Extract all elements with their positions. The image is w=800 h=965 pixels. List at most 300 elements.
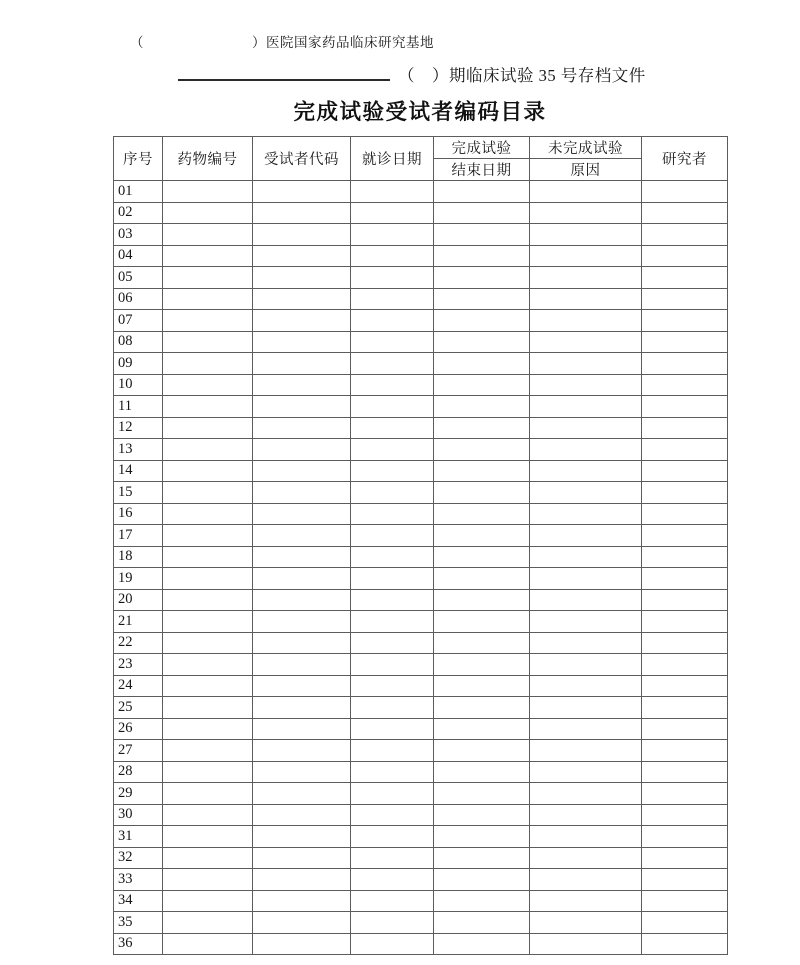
row-seq: 04 [114,245,163,267]
table-row [114,525,728,547]
row-cell-empty [253,826,351,848]
row-seq: 13 [114,439,163,461]
row-cell-empty [642,482,728,504]
row-cell-empty [351,632,434,654]
row-seq: 18 [114,546,163,568]
header-drug-no: 药物编号 [163,137,253,181]
row-cell-empty [351,439,434,461]
row-cell-empty [253,396,351,418]
row-seq: 14 [114,460,163,482]
row-cell-empty [530,654,642,676]
row-cell-empty [434,331,530,353]
row-seq: 25 [114,697,163,719]
row-cell-empty [163,783,253,805]
row-cell-empty [642,288,728,310]
row-cell-empty [530,783,642,805]
row-cell-empty [163,697,253,719]
row-cell-empty [530,396,642,418]
table-row [114,503,728,525]
row-cell-empty [351,374,434,396]
row-seq: 26 [114,718,163,740]
header-completed-trial: 完成试验 [434,137,530,159]
row-cell-empty [434,804,530,826]
row-cell-empty [530,675,642,697]
row-cell-empty [163,890,253,912]
row-cell-empty [253,331,351,353]
row-cell-empty [434,697,530,719]
row-cell-empty [434,740,530,762]
row-cell-empty [163,740,253,762]
table-row [114,546,728,568]
row-cell-empty [351,202,434,224]
row-cell-empty [530,202,642,224]
row-cell-empty [163,460,253,482]
table-row [114,740,728,762]
row-cell-empty [434,439,530,461]
row-cell-empty [642,181,728,203]
row-cell-empty [253,804,351,826]
row-cell-empty [434,783,530,805]
row-cell-empty [642,589,728,611]
header-end-date: 结束日期 [434,159,530,181]
row-cell-empty [434,417,530,439]
row-cell-empty [642,632,728,654]
row-cell-empty [530,374,642,396]
row-seq: 35 [114,912,163,934]
row-cell-empty [163,181,253,203]
row-cell-empty [434,611,530,633]
row-cell-empty [351,912,434,934]
row-cell-empty [434,460,530,482]
row-cell-empty [351,417,434,439]
row-cell-empty [163,568,253,590]
row-cell-empty [642,568,728,590]
row-cell-empty [253,847,351,869]
row-cell-empty [351,310,434,332]
row-cell-empty [351,224,434,246]
table-row [114,353,728,375]
row-cell-empty [434,589,530,611]
row-seq: 28 [114,761,163,783]
row-cell-empty [434,890,530,912]
archive-file-label: （ ）期临床试验 35 号存档文件 [398,66,646,85]
hospital-base-label: ）医院国家药品临床研究基地 [252,35,434,50]
row-cell-empty [530,460,642,482]
row-cell-empty [642,374,728,396]
row-seq: 24 [114,675,163,697]
table-row [114,224,728,246]
row-cell-empty [530,353,642,375]
table-body [114,181,728,955]
row-cell-empty [351,267,434,289]
row-cell-empty [642,654,728,676]
row-cell-empty [642,396,728,418]
row-cell-empty [642,761,728,783]
row-cell-empty [642,439,728,461]
row-cell-empty [351,697,434,719]
row-cell-empty [530,847,642,869]
row-seq: 22 [114,632,163,654]
row-cell-empty [530,245,642,267]
table-row [114,890,728,912]
row-seq: 02 [114,202,163,224]
row-cell-empty [434,374,530,396]
header-researcher: 研究者 [642,137,728,181]
row-cell-empty [642,675,728,697]
row-cell-empty [253,224,351,246]
header-line-hospital [130,31,434,51]
row-seq: 09 [114,353,163,375]
row-cell-empty [163,482,253,504]
table-row [114,718,728,740]
row-cell-empty [351,181,434,203]
blank-underline [178,59,390,81]
row-cell-empty [163,288,253,310]
table-row [114,460,728,482]
table-row [114,374,728,396]
table-row [114,331,728,353]
table-row [114,202,728,224]
table-row [114,654,728,676]
table-row [114,396,728,418]
table-row [114,783,728,805]
row-cell-empty [434,912,530,934]
row-cell-empty [530,933,642,955]
row-cell-empty [434,546,530,568]
row-cell-empty [434,632,530,654]
row-seq: 33 [114,869,163,891]
table-row [114,912,728,934]
row-cell-empty [530,482,642,504]
row-cell-empty [642,933,728,955]
row-cell-empty [253,654,351,676]
row-cell-empty [642,804,728,826]
row-cell-empty [642,224,728,246]
header-seq: 序号 [114,137,163,181]
table-row [114,761,728,783]
row-cell-empty [642,245,728,267]
row-cell-empty [434,396,530,418]
row-cell-empty [642,310,728,332]
table-row [114,267,728,289]
row-cell-empty [253,310,351,332]
table-row [114,804,728,826]
row-cell-empty [642,417,728,439]
row-cell-empty [163,933,253,955]
row-cell-empty [530,740,642,762]
row-cell-empty [351,740,434,762]
table-row [114,589,728,611]
table-row [114,181,728,203]
row-cell-empty [253,740,351,762]
row-cell-empty [642,525,728,547]
row-seq: 10 [114,374,163,396]
row-cell-empty [642,331,728,353]
row-cell-empty [642,460,728,482]
row-cell-empty [434,503,530,525]
row-cell-empty [434,933,530,955]
row-cell-empty [253,503,351,525]
row-cell-empty [642,202,728,224]
row-cell-empty [642,890,728,912]
row-cell-empty [530,525,642,547]
row-cell-empty [163,847,253,869]
row-cell-empty [351,460,434,482]
row-cell-empty [530,697,642,719]
row-cell-empty [163,310,253,332]
row-cell-empty [163,417,253,439]
row-cell-empty [434,568,530,590]
row-cell-empty [253,460,351,482]
table-row [114,869,728,891]
row-cell-empty [530,804,642,826]
row-cell-empty [253,912,351,934]
row-cell-empty [351,804,434,826]
row-cell-empty [163,439,253,461]
row-cell-empty [351,933,434,955]
row-cell-empty [163,331,253,353]
row-cell-empty [351,482,434,504]
row-cell-empty [434,761,530,783]
row-cell-empty [253,181,351,203]
row-cell-empty [253,546,351,568]
row-cell-empty [434,202,530,224]
row-cell-empty [163,525,253,547]
row-cell-empty [642,869,728,891]
table-row [114,439,728,461]
row-cell-empty [642,847,728,869]
row-cell-empty [163,224,253,246]
row-cell-empty [163,503,253,525]
row-cell-empty [253,611,351,633]
row-cell-empty [434,353,530,375]
row-cell-empty [530,417,642,439]
row-cell-empty [642,611,728,633]
row-cell-empty [530,761,642,783]
table-row [114,245,728,267]
row-cell-empty [253,783,351,805]
row-cell-empty [253,374,351,396]
row-cell-empty [351,353,434,375]
row-seq: 06 [114,288,163,310]
row-cell-empty [434,288,530,310]
table-header [114,137,728,181]
row-seq: 11 [114,396,163,418]
row-cell-empty [434,675,530,697]
row-seq: 27 [114,740,163,762]
table-row [114,288,728,310]
table-row [114,632,728,654]
row-seq: 15 [114,482,163,504]
row-cell-empty [351,654,434,676]
row-cell-empty [253,525,351,547]
row-cell-empty [253,675,351,697]
row-cell-empty [163,374,253,396]
row-cell-empty [253,439,351,461]
row-cell-empty [351,890,434,912]
row-cell-empty [642,697,728,719]
row-cell-empty [642,353,728,375]
row-seq: 01 [114,181,163,203]
row-cell-empty [163,826,253,848]
row-cell-empty [253,482,351,504]
row-cell-empty [530,224,642,246]
row-cell-empty [351,396,434,418]
row-cell-empty [530,181,642,203]
row-cell-empty [530,869,642,891]
row-cell-empty [642,826,728,848]
header-line-archive [178,59,646,86]
row-cell-empty [163,718,253,740]
row-cell-empty [163,654,253,676]
row-seq: 07 [114,310,163,332]
row-seq: 31 [114,826,163,848]
row-cell-empty [530,632,642,654]
row-seq: 21 [114,611,163,633]
row-cell-empty [163,267,253,289]
row-cell-empty [434,310,530,332]
row-cell-empty [351,761,434,783]
row-cell-empty [253,890,351,912]
row-seq: 30 [114,804,163,826]
row-cell-empty [434,482,530,504]
row-cell-empty [253,417,351,439]
row-cell-empty [530,267,642,289]
row-cell-empty [351,525,434,547]
table-row [114,611,728,633]
row-cell-empty [351,783,434,805]
row-cell-empty [434,718,530,740]
row-cell-empty [163,869,253,891]
row-cell-empty [253,202,351,224]
row-cell-empty [642,546,728,568]
row-cell-empty [530,589,642,611]
row-cell-empty [253,267,351,289]
row-cell-empty [530,718,642,740]
row-cell-empty [642,912,728,934]
row-seq: 19 [114,568,163,590]
row-cell-empty [253,933,351,955]
row-cell-empty [530,288,642,310]
row-cell-empty [530,310,642,332]
row-cell-empty [530,611,642,633]
table-row [114,847,728,869]
row-seq: 17 [114,525,163,547]
table-row [114,933,728,955]
header-reason: 原因 [530,159,642,181]
row-cell-empty [434,267,530,289]
row-cell-empty [530,503,642,525]
row-cell-empty [530,331,642,353]
row-seq: 23 [114,654,163,676]
table-row [114,568,728,590]
subject-code-table [113,136,728,955]
row-seq: 36 [114,933,163,955]
row-cell-empty [351,288,434,310]
row-cell-empty [351,568,434,590]
row-cell-empty [163,245,253,267]
table-row [114,675,728,697]
row-cell-empty [253,632,351,654]
row-cell-empty [351,847,434,869]
row-cell-empty [351,611,434,633]
header-uncompleted-trial: 未完成试验 [530,137,642,159]
row-seq: 16 [114,503,163,525]
row-cell-empty [434,245,530,267]
row-cell-empty [351,546,434,568]
row-seq: 05 [114,267,163,289]
row-cell-empty [530,439,642,461]
row-seq: 12 [114,417,163,439]
row-cell-empty [642,783,728,805]
row-cell-empty [351,245,434,267]
row-cell-empty [642,503,728,525]
row-cell-empty [253,568,351,590]
row-seq: 29 [114,783,163,805]
page-title: 完成试验受试者编码目录 [293,100,547,124]
row-seq: 20 [114,589,163,611]
row-cell-empty [434,869,530,891]
header-subject-code: 受试者代码 [253,137,351,181]
row-cell-empty [253,761,351,783]
row-cell-empty [163,761,253,783]
row-cell-empty [530,546,642,568]
row-cell-empty [163,589,253,611]
row-cell-empty [253,697,351,719]
row-cell-empty [253,869,351,891]
row-cell-empty [351,331,434,353]
row-cell-empty [434,847,530,869]
row-cell-empty [163,353,253,375]
table-row [114,697,728,719]
open-paren: （ [130,35,144,50]
row-cell-empty [253,589,351,611]
row-cell-empty [253,288,351,310]
row-cell-empty [253,353,351,375]
row-cell-empty [642,740,728,762]
row-cell-empty [530,912,642,934]
row-cell-empty [434,525,530,547]
row-cell-empty [163,675,253,697]
row-cell-empty [163,611,253,633]
row-cell-empty [530,568,642,590]
row-cell-empty [642,718,728,740]
row-cell-empty [351,718,434,740]
row-cell-empty [253,245,351,267]
row-cell-empty [163,804,253,826]
row-cell-empty [351,675,434,697]
table-row [114,417,728,439]
row-cell-empty [351,589,434,611]
row-cell-empty [434,826,530,848]
row-cell-empty [434,654,530,676]
table-row [114,826,728,848]
row-cell-empty [163,202,253,224]
row-cell-empty [163,546,253,568]
row-seq: 34 [114,890,163,912]
row-cell-empty [163,632,253,654]
row-cell-empty [434,224,530,246]
row-seq: 08 [114,331,163,353]
row-cell-empty [530,890,642,912]
row-cell-empty [530,826,642,848]
row-cell-empty [351,869,434,891]
table-row [114,482,728,504]
row-cell-empty [351,826,434,848]
row-seq: 32 [114,847,163,869]
row-cell-empty [351,503,434,525]
row-cell-empty [163,396,253,418]
